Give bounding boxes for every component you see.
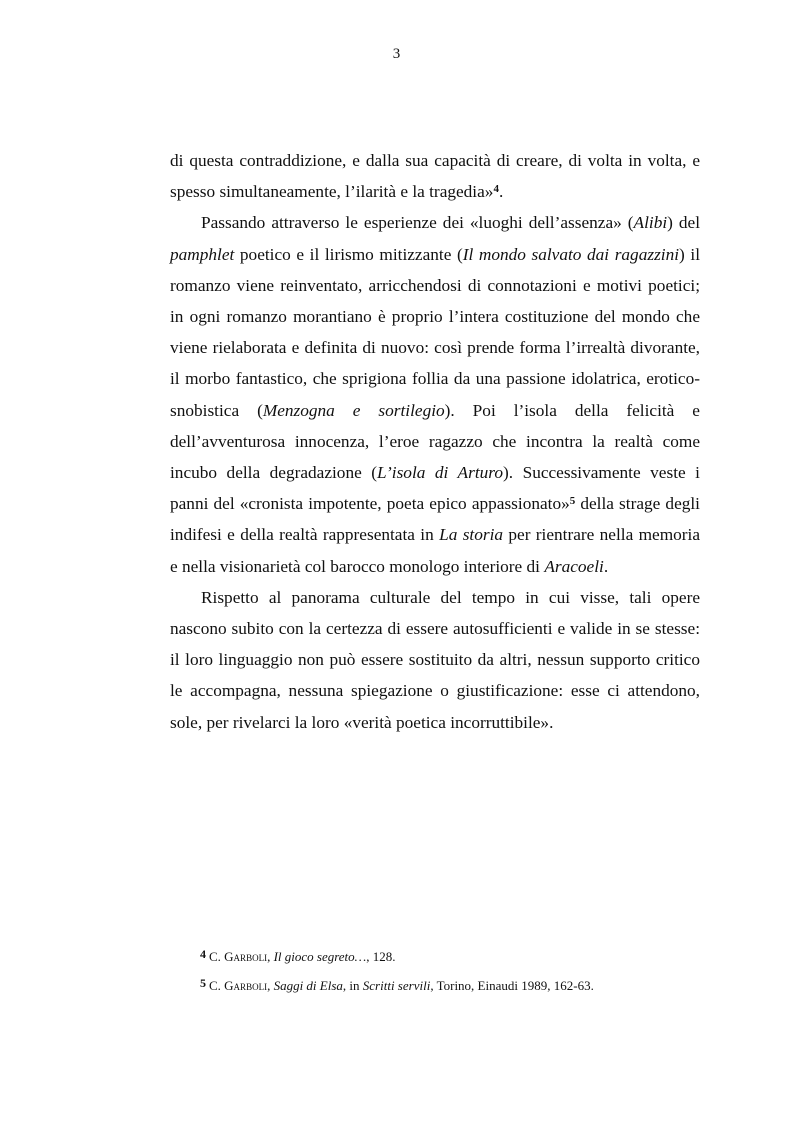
body-text — [170, 145, 700, 738]
paragraph-1 — [170, 145, 700, 207]
text-run: ) il romanzo viene reinventato, arricchendosi di connotazioni e motivi poetici; in ogni romanzo morantiano è proprio l’intera costituzione del mondo che viene rielaborata e definita di nuovo: così prende forma l’irrealtà divorante, il morbo fantastico, che sprigiona follia da una passione idolatrica, erotico-snobistica ( — [170, 244, 700, 420]
text-run: poetico e il lirismo mitizzante ( — [234, 244, 463, 264]
text-run: . — [498, 182, 504, 202]
paragraph-2 — [170, 207, 700, 581]
text-run: di questa contraddizione, e dalla sua capacità di creare, di volta in volta, e spesso simultaneamente, l’ilarità e la tragedia» — [170, 151, 700, 202]
author-name: Garboli — [224, 949, 268, 964]
text-run: Passando attraverso le esperienze dei «luoghi dell’assenza» ( — [201, 213, 634, 233]
footnote-4 — [200, 941, 700, 970]
text-run: , 128. — [366, 949, 396, 964]
text-run: . — [603, 556, 609, 576]
work-title: L’isola di Arturo — [377, 463, 503, 483]
work-title: Alibi — [633, 213, 668, 233]
work-title: Il gioco segreto… — [273, 949, 367, 964]
text-run: , — [267, 978, 274, 993]
work-title: Saggi di Elsa — [273, 978, 343, 993]
author-initial: C. — [209, 978, 225, 993]
italic-term: pamphlet — [170, 244, 235, 264]
work-title: La storia — [439, 525, 504, 545]
paragraph-3 — [170, 582, 700, 738]
text-run: , Torino, Einaudi 1989, 162-63. — [430, 978, 594, 993]
text-run: Rispetto al panorama culturale del tempo in cui visse, tali opere nascono subito con la certezza di essere autosufficienti e valide in se stesse: il loro linguaggio non può essere sostituito da altri, nessun supporto critico le accompagna, nessuna spiegazione o giustificazione: esse ci attendono, sole, per rivelarci la loro «verità poetica incorruttibile». — [170, 587, 700, 732]
work-title: Il mondo salvato dai ragazzini — [462, 244, 680, 264]
footnote-mark: 5 — [200, 976, 206, 990]
footnote-ref-5[interactable]: 5 — [569, 495, 576, 508]
text-run: della strage degli indifesi e della realtà rappresentata in — [170, 494, 700, 545]
text-run: ). Successivamente veste i panni del «cronista impotente, poeta epico appassionato» — [170, 463, 700, 514]
footnote-5 — [200, 970, 700, 999]
work-title: Aracoeli — [544, 556, 604, 576]
author-name: Garboli — [224, 978, 268, 993]
author-initial: C. — [209, 949, 225, 964]
footnote-mark: 4 — [200, 947, 206, 961]
text-run: ) del — [667, 213, 700, 233]
text-run: per rientrare nella memoria e nella visionarietà col barocco monologo interiore di — [170, 525, 701, 576]
text-run: , — [267, 949, 274, 964]
text-run: , in — [342, 978, 363, 993]
work-title: Menzogna e sortilegio — [262, 400, 445, 420]
footnote-ref-4[interactable]: 4 — [493, 183, 499, 196]
text-run: ). Poi l’isola della felicità e dell’avventurosa innocenza, l’eroe ragazzo che incontra la realtà come incubo della degradazione ( — [170, 400, 700, 483]
work-title: Scritti servili — [362, 978, 431, 993]
footnotes — [200, 941, 700, 999]
page-number: 3 — [392, 46, 401, 62]
